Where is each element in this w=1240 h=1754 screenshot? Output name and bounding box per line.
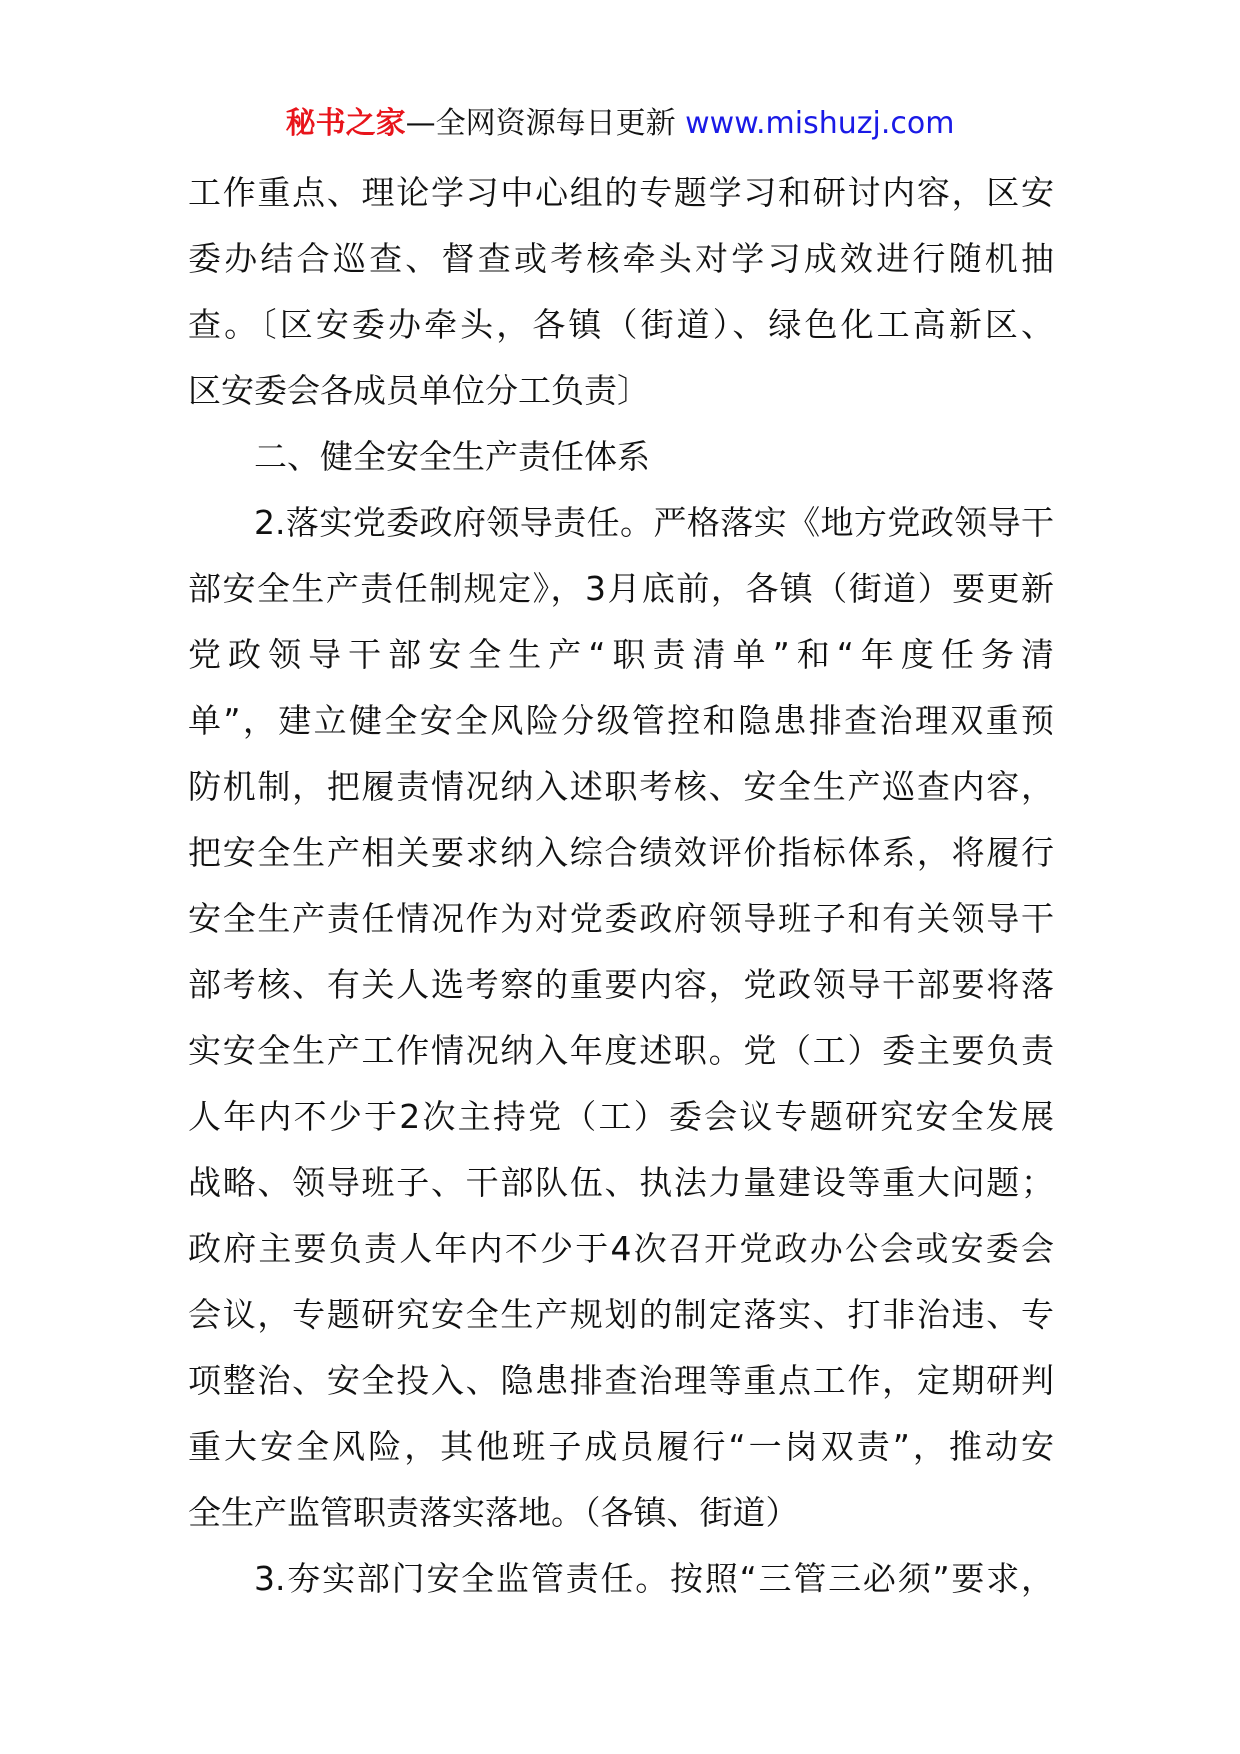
header-tagline: —全网资源每日更新 xyxy=(405,106,676,141)
paragraph-line: 2.落实党委政府领导责任。严格落实《地方党政领导干 xyxy=(254,503,1054,542)
site-header xyxy=(0,100,1240,148)
paragraph-line: 部安全生产责任制规定》，3月底前，各镇（街道）要更新 xyxy=(188,569,1054,608)
paragraph-line: 委办结合巡查、督查或考核牵头对学习成效进行随机抽 xyxy=(188,239,1054,278)
paragraph-line: 会议，专题研究安全生产规划的制定落实、打非治违、专 xyxy=(188,1295,1054,1334)
paragraph-line: 单”，建立健全安全风险分级管控和隐患排查治理双重预 xyxy=(188,701,1054,740)
paragraph-line: 工作重点、理论学习中心组的专题学习和研讨内容，区安 xyxy=(188,173,1054,212)
paragraph-line: 全生产监管职责落实落地。（各镇、街道） xyxy=(188,1493,799,1532)
paragraph-line: 项整治、安全投入、隐患排查治理等重点工作，定期研判 xyxy=(188,1361,1054,1400)
document-body xyxy=(188,160,1054,1612)
paragraph-line: 3.夯实部门安全监管责任。按照“三管三必须”要求， xyxy=(254,1559,1054,1598)
paragraph-line: 战略、领导班子、干部队伍、执法力量建设等重大问题； xyxy=(188,1163,1054,1202)
paragraph-line: 政府主要负责人年内不少于4次召开党政办公会或安委会 xyxy=(188,1229,1054,1268)
paragraph-line: 把安全生产相关要求纳入综合绩效评价指标体系，将履行 xyxy=(188,833,1054,872)
site-url-link[interactable]: www.mishuzj.com xyxy=(685,106,955,141)
paragraph-line: 区安委会各成员单位分工负责〕 xyxy=(188,371,650,410)
paragraph-line: 安全生产责任情况作为对党委政府领导班子和有关领导干 xyxy=(188,899,1054,938)
paragraph-line: 部考核、有关人选考察的重要内容，党政领导干部要将落 xyxy=(188,965,1054,1004)
paragraph-line: 实安全生产工作情况纳入年度述职。党（工）委主要负责 xyxy=(188,1031,1054,1070)
paragraph-line: 查。〔区安委办牵头，各镇（街道）、绿色化工高新区、 xyxy=(188,305,1054,344)
brand-name: 秘书之家 xyxy=(285,106,406,141)
paragraph-line: 重大安全风险，其他班子成员履行“一岗双责”，推动安 xyxy=(188,1427,1054,1466)
section-heading: 二、健全安全生产责任体系 xyxy=(254,437,650,476)
paragraph-line: 人年内不少于2次主持党（工）委会议专题研究安全发展 xyxy=(188,1097,1054,1136)
paragraph-line: 党政领导干部安全生产“职责清单”和“年度任务清 xyxy=(188,635,1054,674)
paragraph-line: 防机制，把履责情况纳入述职考核、安全生产巡查内容， xyxy=(188,767,1054,806)
